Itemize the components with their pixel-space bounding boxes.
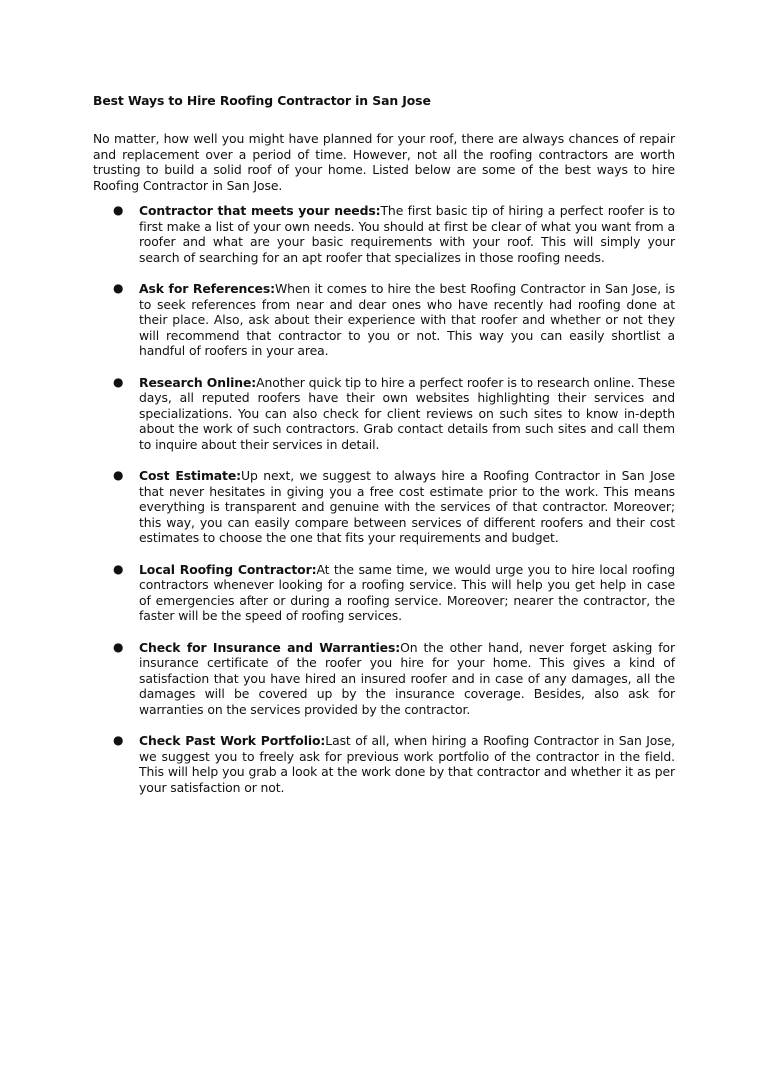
list-item [93,375,675,453]
list-item [93,281,675,359]
bullet-icon: ● [113,281,124,295]
bullet-icon: ● [113,468,124,482]
bullet-icon: ● [113,733,124,747]
item-text: Last of all, when hiring a Roofing Contractor in San Jose, we suggest you to freely ask for previous work portfolio of the contractor in the field. This will help you grab a look at the work done by that contractor and whether it as per your satisfaction or not. [139,733,676,795]
item-heading: Cost Estimate: [139,468,241,483]
list-item [93,203,675,265]
item-heading: Contractor that meets your needs: [139,203,381,218]
item-text: Up next, we suggest to always hire a Roofing Contractor in San Jose that never hesitates in giving you a free cost estimate prior to the work. This means everything is transparent and genuine with the services of that contractor. Moreover; this way, you can easily compare between services of different roofers and their cost estimates to choose the one that fits your requirements and budget. [139,468,675,545]
list-item [93,733,675,795]
bullet-icon: ● [113,639,124,654]
document-page [93,93,675,795]
document-title: Best Ways to Hire Roofing Contractor in San Jose [93,93,431,108]
item-heading: Check Past Work Portfolio: [139,733,326,748]
item-text: On the other hand, never forget asking for insurance certificate of the roofer you hire for your home. This gives a kind of satisfaction that you have hired an insured roofer and in case of any damages, all the damages will be covered up by the insurance coverage. Besides, also ask for warranties on the services provided by the contractor. [139,639,675,717]
bullet-icon: ● [113,374,124,389]
item-text: When it comes to hire the best Roofing Contractor in San Jose, is to seek references from near and dear ones who have recently had roofing done at their place. Also, ask about their experience with that roofer and whether or not they will recommend that contractor to you or not. This way you can easily shortlist a handful of roofers in your area. [139,281,675,358]
item-heading: Research Online: [139,374,257,390]
list-item [93,640,675,718]
item-heading: Check for Insurance and Warranties: [139,639,401,655]
item-heading: Ask for References: [139,281,275,296]
bullet-icon: ● [113,203,124,217]
item-text: At the same time, we would urge you to hire local roofing contractors whenever looking for a roofing service. This will help you get help in case of emergencies after or during a roofing service. Moreover; nearer the contractor, the faster will be the speed of roofing services. [139,561,675,623]
list-item [93,562,675,624]
tips-list [93,203,675,795]
bullet-icon: ● [113,561,124,576]
intro-paragraph: No matter, how well you might have planned for your roof, there are always chances of repair and replacement over a period of time. However, not all the roofing contractors are worth trusting to build a solid roof of your home. Listed below are some of the best ways to hire Roofing Contractor in San Jose. [93,131,675,193]
item-text: The first basic tip of hiring a perfect roofer is to first make a list of your own needs. You should at first be clear of what you want from a roofer and what are your basic requirements with your roof. This will simply your search of searching for an apt roofer that specializes in those roofing needs. [139,203,675,265]
item-text: Another quick tip to hire a perfect roofer is to research online. These days, all reputed roofers have their own websites highlighting their services and specializations. You can also check for client reviews on such sites to know in-depth about the work of such contractors. Grab contact details from such sites and call them to inquire about their services in detail. [139,374,675,452]
list-item [93,468,675,546]
item-heading: Local Roofing Contractor: [139,561,317,577]
